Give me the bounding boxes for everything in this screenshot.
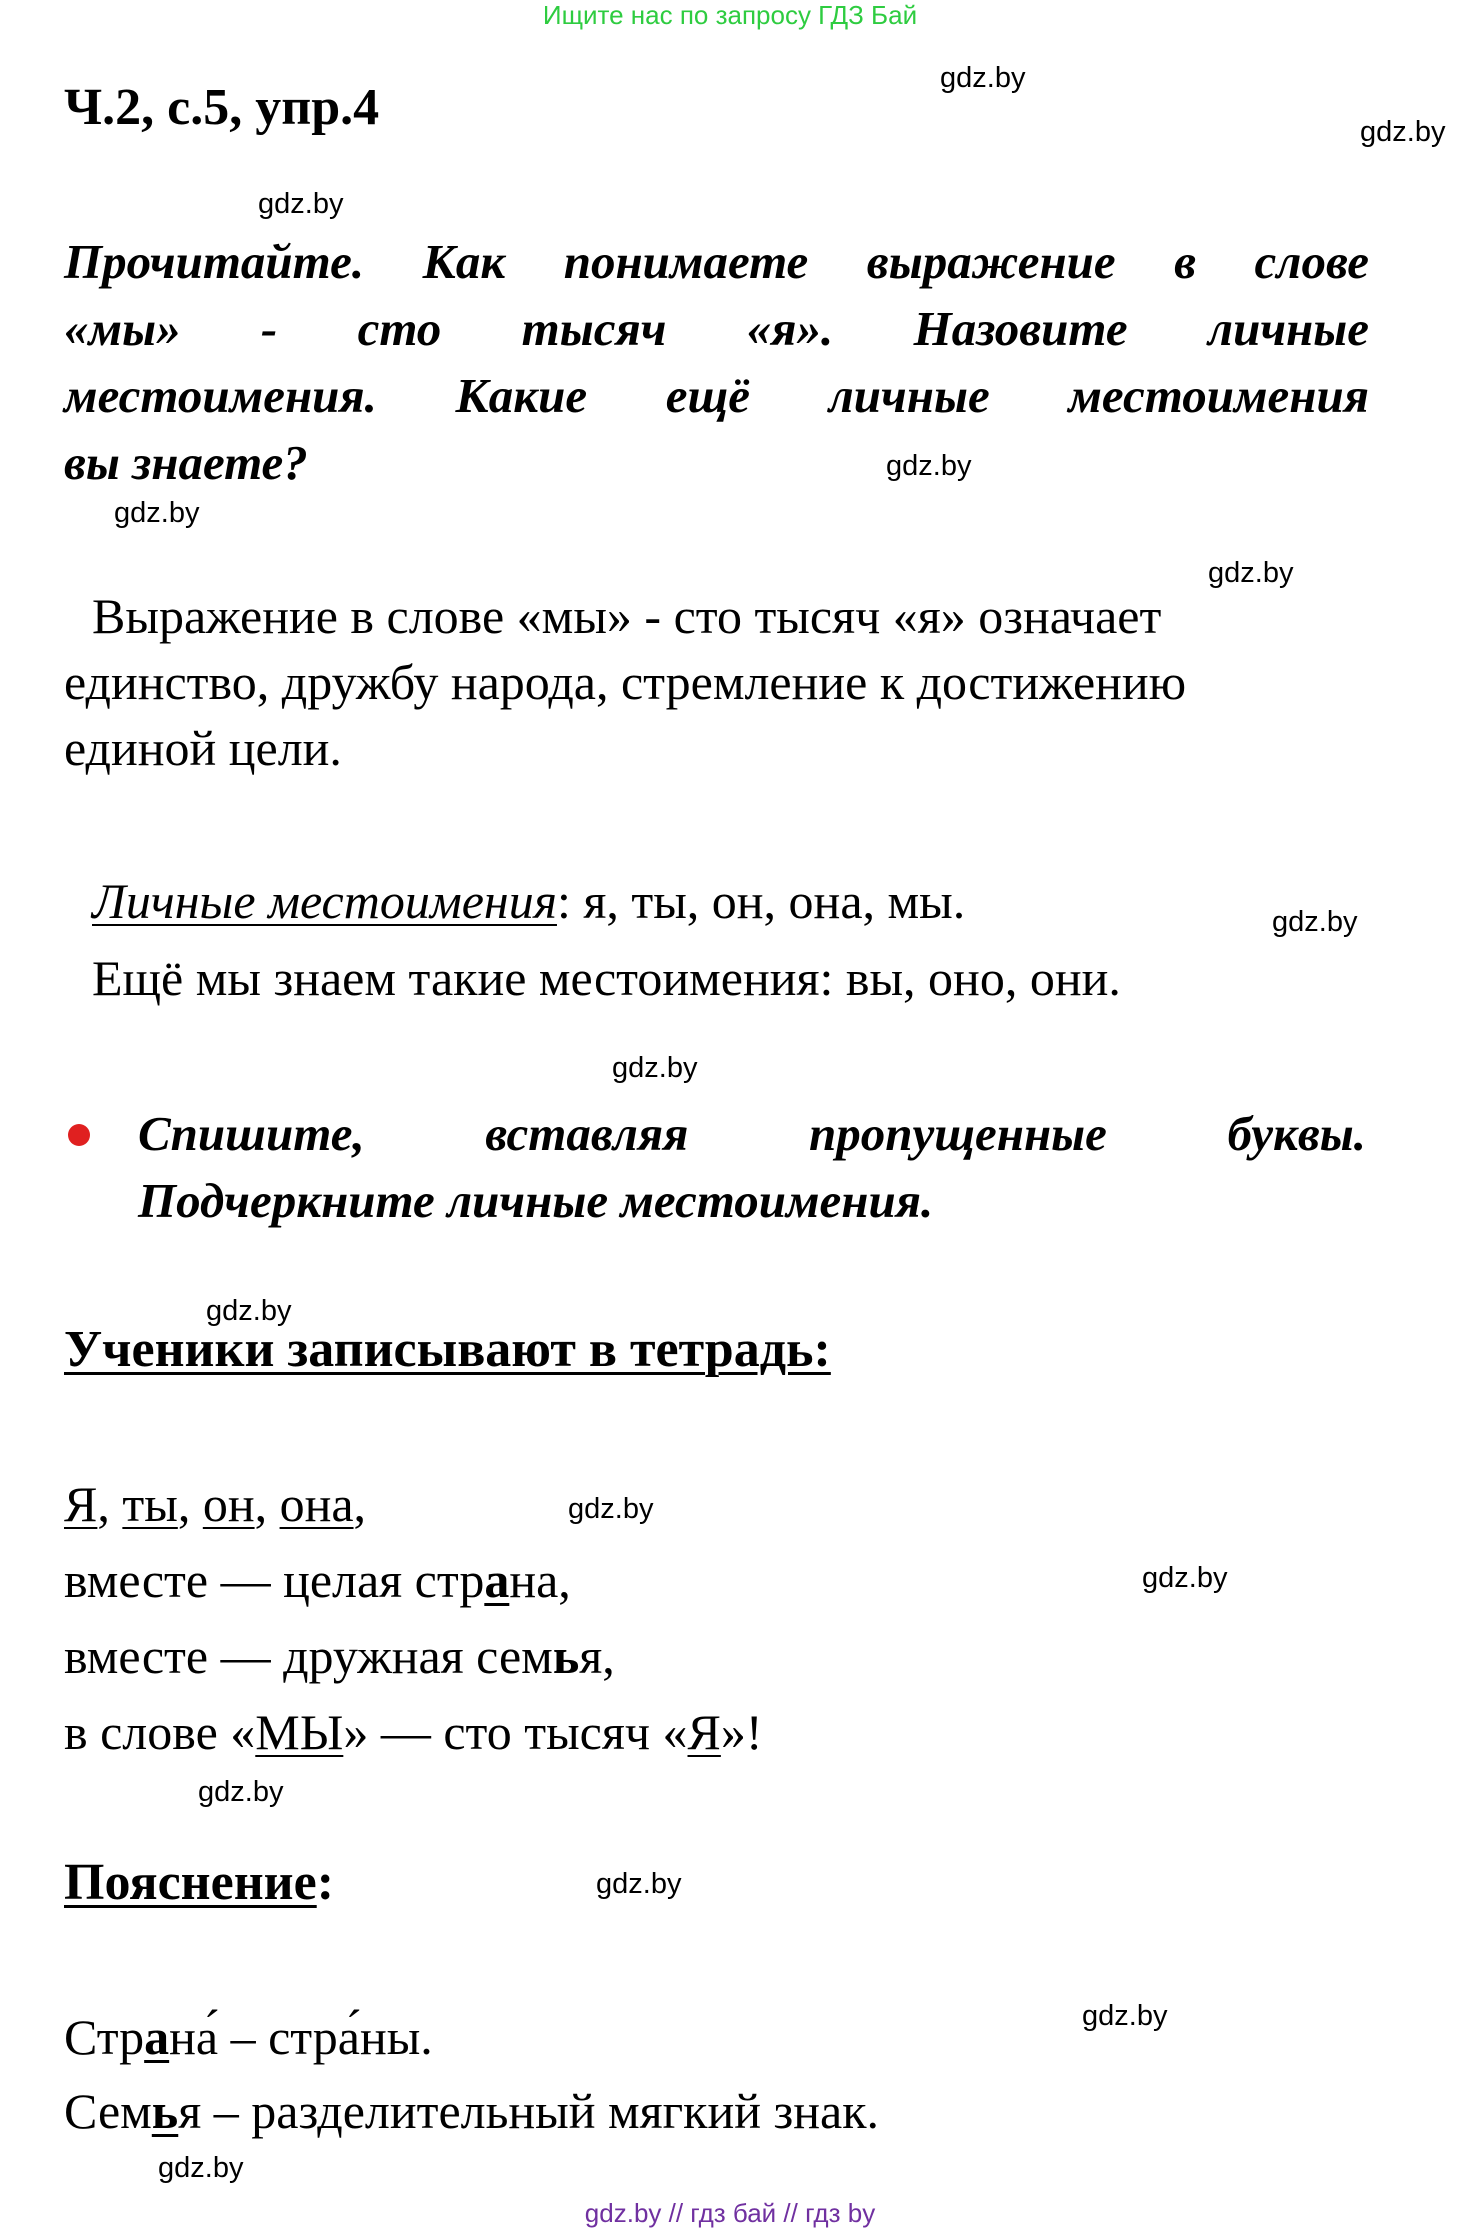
text: я – разделительный мягкий знак. xyxy=(178,2083,879,2139)
watermark: gdz.by xyxy=(1360,116,1446,148)
watermark: gdz.by xyxy=(1142,1562,1228,1594)
inserted-letter: ь xyxy=(552,1628,580,1684)
pronoun-on: он xyxy=(202,1476,255,1532)
watermark: gdz.by xyxy=(198,1776,284,1808)
pronouns-list: : я, ты, он, она, мы. xyxy=(556,873,966,929)
task-line: местоимения. Какие ещё личные местоимения xyxy=(64,368,1369,423)
separator: , xyxy=(177,1476,203,1532)
watermark: gdz.by xyxy=(940,62,1026,94)
explanation-colon: : xyxy=(316,1854,335,1911)
task-line: вы знаете? xyxy=(64,435,308,490)
text: Стр xyxy=(64,2009,145,2065)
task-line: Прочитайте. Как понимаете выражение в слове xyxy=(64,234,1369,289)
poem-line-2 xyxy=(64,1547,571,1613)
text: вместе — целая стр xyxy=(64,1552,485,1608)
explanation-header xyxy=(64,1853,334,1912)
watermark: gdz.by xyxy=(1208,557,1294,589)
pronouns-label: Личные местоимения xyxy=(92,873,557,929)
text: на, xyxy=(509,1552,571,1608)
footer-links[interactable]: gdz.by // гдз бай // гдз by xyxy=(584,2198,876,2228)
watermark: gdz.by xyxy=(1082,2000,1168,2032)
line-end: , xyxy=(353,1476,367,1532)
watermark: gdz.by xyxy=(596,1868,682,1900)
bullet-icon xyxy=(68,1124,90,1146)
inserted-letter: ь xyxy=(151,2083,179,2139)
watermark: gdz.by xyxy=(568,1493,654,1525)
watermark: gdz.by xyxy=(158,2152,244,2184)
answer-line: Выражение в слове «мы» - сто тысяч «я» означает xyxy=(92,588,1162,644)
separator: , xyxy=(254,1476,280,1532)
poem-line-3 xyxy=(64,1623,615,1689)
text: »! xyxy=(720,1704,763,1760)
watermark: gdz.by xyxy=(886,450,972,482)
pronouns-line xyxy=(92,868,965,934)
text: Сем xyxy=(64,2083,152,2139)
pronoun-ty: ты xyxy=(122,1476,178,1532)
pronoun-ona: она xyxy=(279,1476,354,1532)
watermark: gdz.by xyxy=(1272,906,1358,938)
watermark: gdz.by xyxy=(258,188,344,220)
watermark: gdz.by xyxy=(612,1052,698,1084)
pronoun-my: МЫ xyxy=(255,1704,344,1760)
pronoun-ya: Я xyxy=(687,1704,721,1760)
inserted-letter: а xyxy=(144,2009,170,2065)
separator: , xyxy=(97,1476,123,1532)
poem-line-1 xyxy=(64,1471,366,1537)
text: на́ – стра́ны. xyxy=(169,2009,433,2065)
text: » — сто тысяч « xyxy=(343,1704,688,1760)
task-line: «мы» - сто тысяч «я». Назовите личные xyxy=(64,301,1369,356)
inserted-letter: а xyxy=(484,1552,510,1608)
answer-line: единство, дружбу народа, стремление к достижению xyxy=(64,654,1187,710)
task-line: Подчеркните личные местоимения. xyxy=(138,1173,934,1228)
explanation-line-2 xyxy=(64,2078,879,2144)
text: вместе — дружная сем xyxy=(64,1628,553,1684)
explanation-header-text: Пояснение xyxy=(64,1854,317,1911)
pronoun-ya: Я xyxy=(64,1476,98,1532)
top-banner[interactable]: Ищите нас по запросу ГДЗ Бай xyxy=(542,0,918,30)
poem-line-4 xyxy=(64,1699,763,1765)
pronouns-more: Ещё мы знаем такие местоимения: вы, оно, они. xyxy=(92,950,1121,1006)
task-line: Спишите, вставляя пропущенные буквы. xyxy=(138,1106,1366,1161)
text: я, xyxy=(579,1628,615,1684)
page-title: Ч.2, с.5, упр.4 xyxy=(64,79,380,136)
watermark: gdz.by xyxy=(114,497,200,529)
text: в слове « xyxy=(64,1704,256,1760)
explanation-line-1 xyxy=(64,2004,433,2070)
notebook-header: Ученики записывают в тетрадь: xyxy=(64,1321,831,1378)
watermark: gdz.by xyxy=(206,1295,292,1327)
answer-line: единой цели. xyxy=(64,720,342,776)
